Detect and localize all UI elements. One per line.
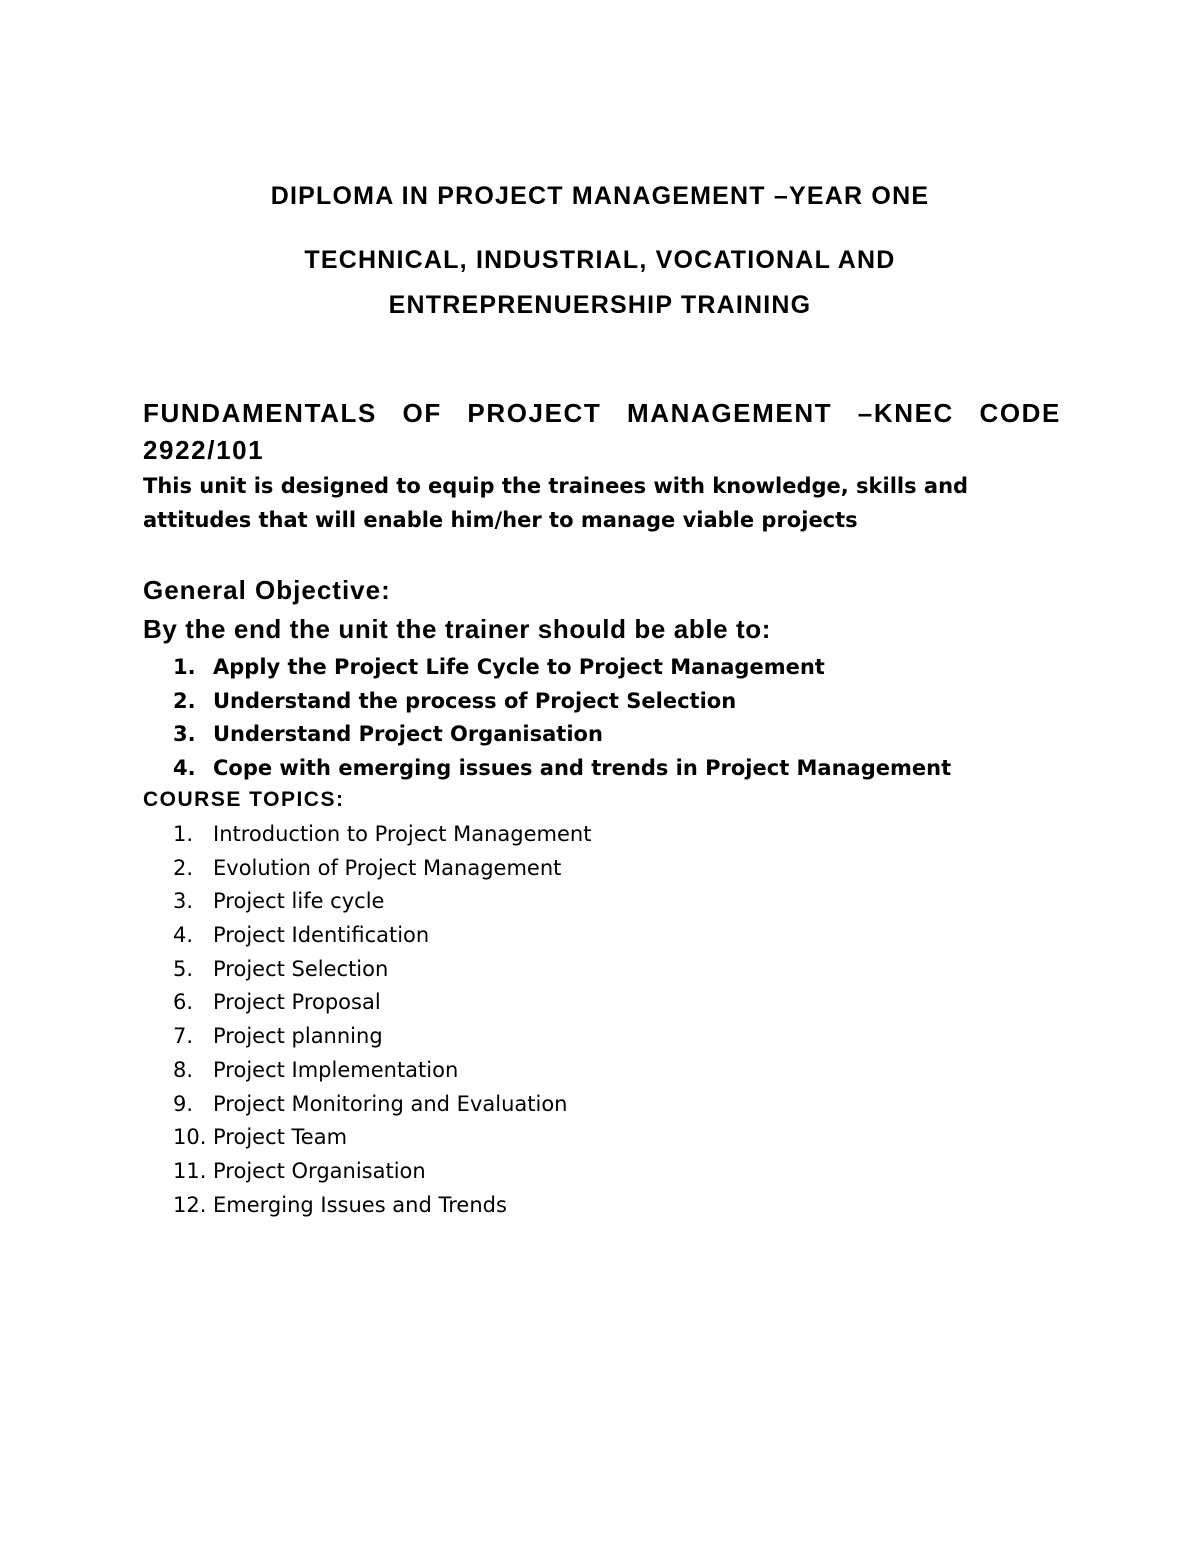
list-number: 10. <box>173 1125 207 1150</box>
list-number: 11. <box>173 1158 207 1183</box>
list-number: 7. <box>173 1024 194 1049</box>
objective-text: Understand Project Organisation <box>213 722 603 747</box>
list-number: 1. <box>173 822 194 846</box>
topic-text: Emerging Issues and Trends <box>213 1192 507 1217</box>
topic-text: Project Proposal <box>213 990 381 1015</box>
objective-text: Understand the process of Project Selection <box>213 688 737 713</box>
topic-text: Project planning <box>213 1024 383 1049</box>
topic-text: Project Organisation <box>213 1158 426 1183</box>
diploma-title: DIPLOMA IN PROJECT MANAGEMENT –YEAR ONE <box>270 182 930 210</box>
topic-text: Introduction to Project Management <box>213 822 592 846</box>
list-number: 8. <box>173 1057 194 1082</box>
topic-text: Evolution of Project Management <box>213 855 562 880</box>
training-title-line-1: TECHNICAL, INDUSTRIAL, VOCATIONAL AND <box>304 246 896 274</box>
training-title-line-2: ENTREPRENUERSHIP TRAINING <box>388 291 812 319</box>
list-number: 1. <box>173 655 196 679</box>
objective-text: Cope with emerging issues and trends in Project Management <box>213 756 952 781</box>
list-number: 2. <box>173 688 196 713</box>
topic-text: Project Identification <box>213 923 430 948</box>
general-objective-heading: General Objective: <box>143 575 391 605</box>
list-number: 6. <box>173 990 194 1015</box>
list-number: 2. <box>173 855 194 880</box>
topic-text: Project Selection <box>213 956 389 981</box>
list-number: 3. <box>173 722 196 747</box>
course-description: This unit is designed to equip the trainees with knowledge, skills and attitudes that will enable him/her to manage viable projects <box>143 474 969 532</box>
topic-text: Project life cycle <box>213 889 385 914</box>
course-title: FUNDAMENTALS OF PROJECT MANAGEMENT –KNEC CODE 2922/101 <box>143 398 1061 465</box>
list-number: 12. <box>173 1192 207 1217</box>
list-number: 4. <box>173 923 194 948</box>
list-number: 3. <box>173 889 194 914</box>
list-number: 5. <box>173 956 194 981</box>
objectives-intro: By the end the unit the trainer should be able to: <box>143 614 772 644</box>
course-topics-heading: COURSE TOPICS: <box>143 788 345 811</box>
topic-text: Project Implementation <box>213 1057 459 1082</box>
topic-text: Project Team <box>213 1125 348 1150</box>
list-number: 4. <box>173 756 196 781</box>
list-number: 9. <box>173 1091 194 1116</box>
objective-text: Apply the Project Life Cycle to Project Management <box>213 655 825 679</box>
topic-text: Project Monitoring and Evaluation <box>213 1091 568 1116</box>
